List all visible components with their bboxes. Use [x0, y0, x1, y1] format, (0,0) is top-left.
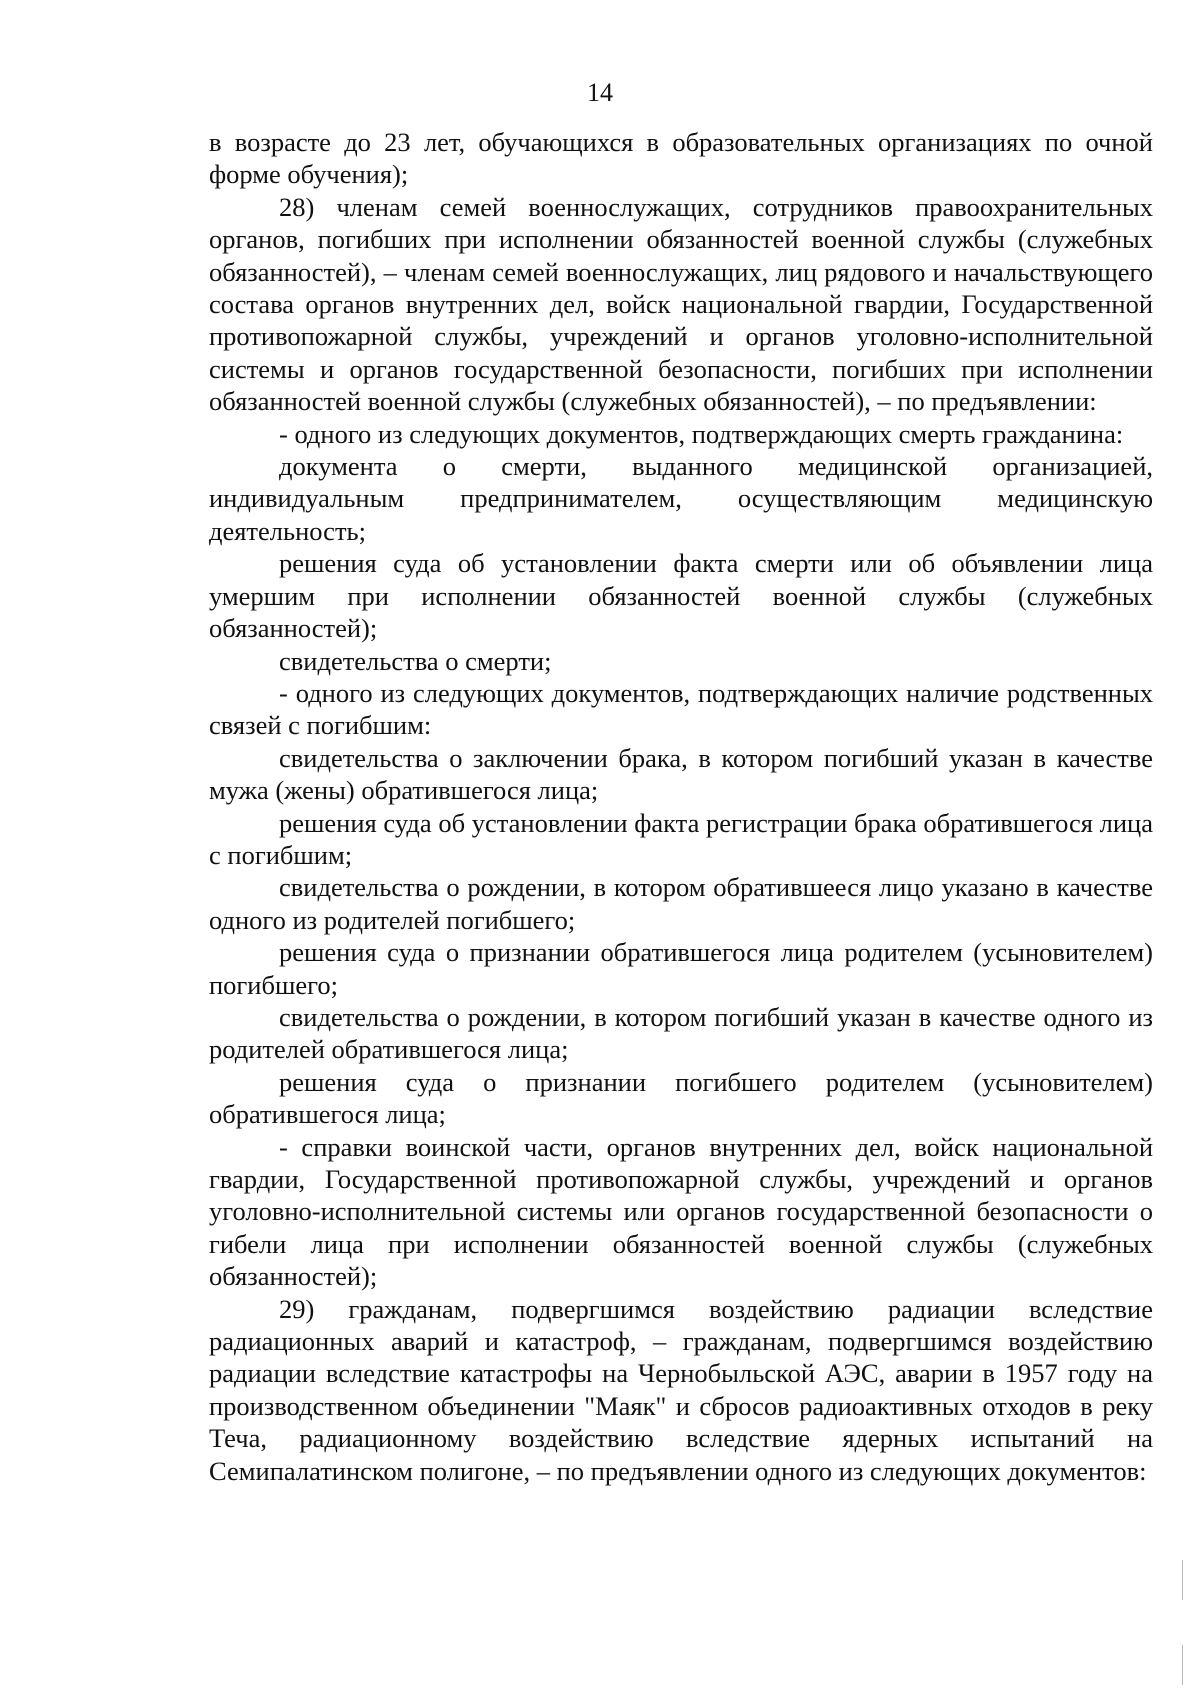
paragraph-birth-certificate-parent: свидетельства о рождении, в котором обратившееся лицо указано в качестве одного из родителей погибшего; — [209, 872, 1153, 935]
paragraph-marriage-certificate: свидетельства о заключении брака, в котором погибший указан в качестве мужа (жены) обратившегося лица; — [209, 742, 1153, 806]
paragraph-continuation: в возрасте до 23 лет, обучающихся в образовательных организациях по очной форме обучения); — [209, 127, 1153, 190]
paragraph-court-decision-marriage: решения суда об установлении факта регистрации брака обратившегося лица с погибшим; — [209, 807, 1153, 870]
scan-edge-mark — [1182, 1560, 1183, 1600]
paragraph-item-28: 28) членам семей военнослужащих, сотрудников правоохранительных органов, погибших при исполнении обязанностей военной службы (служебных обязанностей), – членам семей военнослужащих, лиц рядового и начальствующего состава органов внутренних дел, войск национальной гвардии, Государственной противопожарной службы, учреждений и органов уголовно-исполнительной системы и органов государственной безопасности, погибших при исполнении обязанностей военной службы (служебных обязанностей), – по предъявлении: — [209, 191, 1153, 417]
paragraph-item-29: 29) гражданам, подвергшимся воздействию радиации вследствие радиационных аварий и катастроф, – гражданам, подвергшимся воздействию радиации вследствие катастрофы на Чернобыльской АЭС, аварии в 1957 году на производственном объединении "Маяк" и сбросов радиоактивных отходов в реку Теча, радиационному воздействию вследствие ядерных испытаний на Семипалатинском полигоне, – по предъявлении одного из следующих документов: — [209, 1293, 1153, 1486]
page-number: 14 — [587, 78, 613, 107]
paragraph-court-decision-child: решения суда о признании погибшего родителем (усыновителем) обратившегося лица; — [209, 1066, 1153, 1130]
paragraph-death-documents-intro: - одного из следующих документов, подтверждающих смерть гражданина: — [279, 418, 1124, 449]
paragraph-death-document: документа о смерти, выданного медицинской организацией, индивидуальным предпринимателем, осуществляющим медицинскую деятельность; — [209, 451, 1153, 546]
paragraph-military-unit-certificate: - справки воинской части, органов внутренних дел, войск национальной гвардии, Государственной противопожарной службы, учреждений и органов уголовно-исполнительной системы или органов государственной безопасности о гибели лица при исполнении обязанностей военной службы (служебных обязанностей); — [209, 1131, 1153, 1292]
document-body — [209, 126, 1153, 1487]
paragraph-birth-certificate-child: свидетельства о рождении, в котором погибший указан в качестве одного из родителей обратившегося лица; — [209, 1001, 1153, 1065]
paragraph-court-decision-death: решения суда об установлении факта смерти или об объявлении лица умершим при исполнении обязанностей военной службы (служебных обязанностей); — [209, 548, 1153, 644]
paragraph-court-decision-parent: решения суда о признании обратившегося лица родителем (усыновителем) погибшего; — [209, 937, 1153, 1000]
paragraph-death-certificate: свидетельства о смерти; — [279, 645, 552, 676]
paragraph-kinship-documents-intro: - одного из следующих документов, подтверждающих наличие родственных связей с погибшим: — [209, 677, 1153, 741]
scan-edge-mark — [1182, 1645, 1183, 1685]
